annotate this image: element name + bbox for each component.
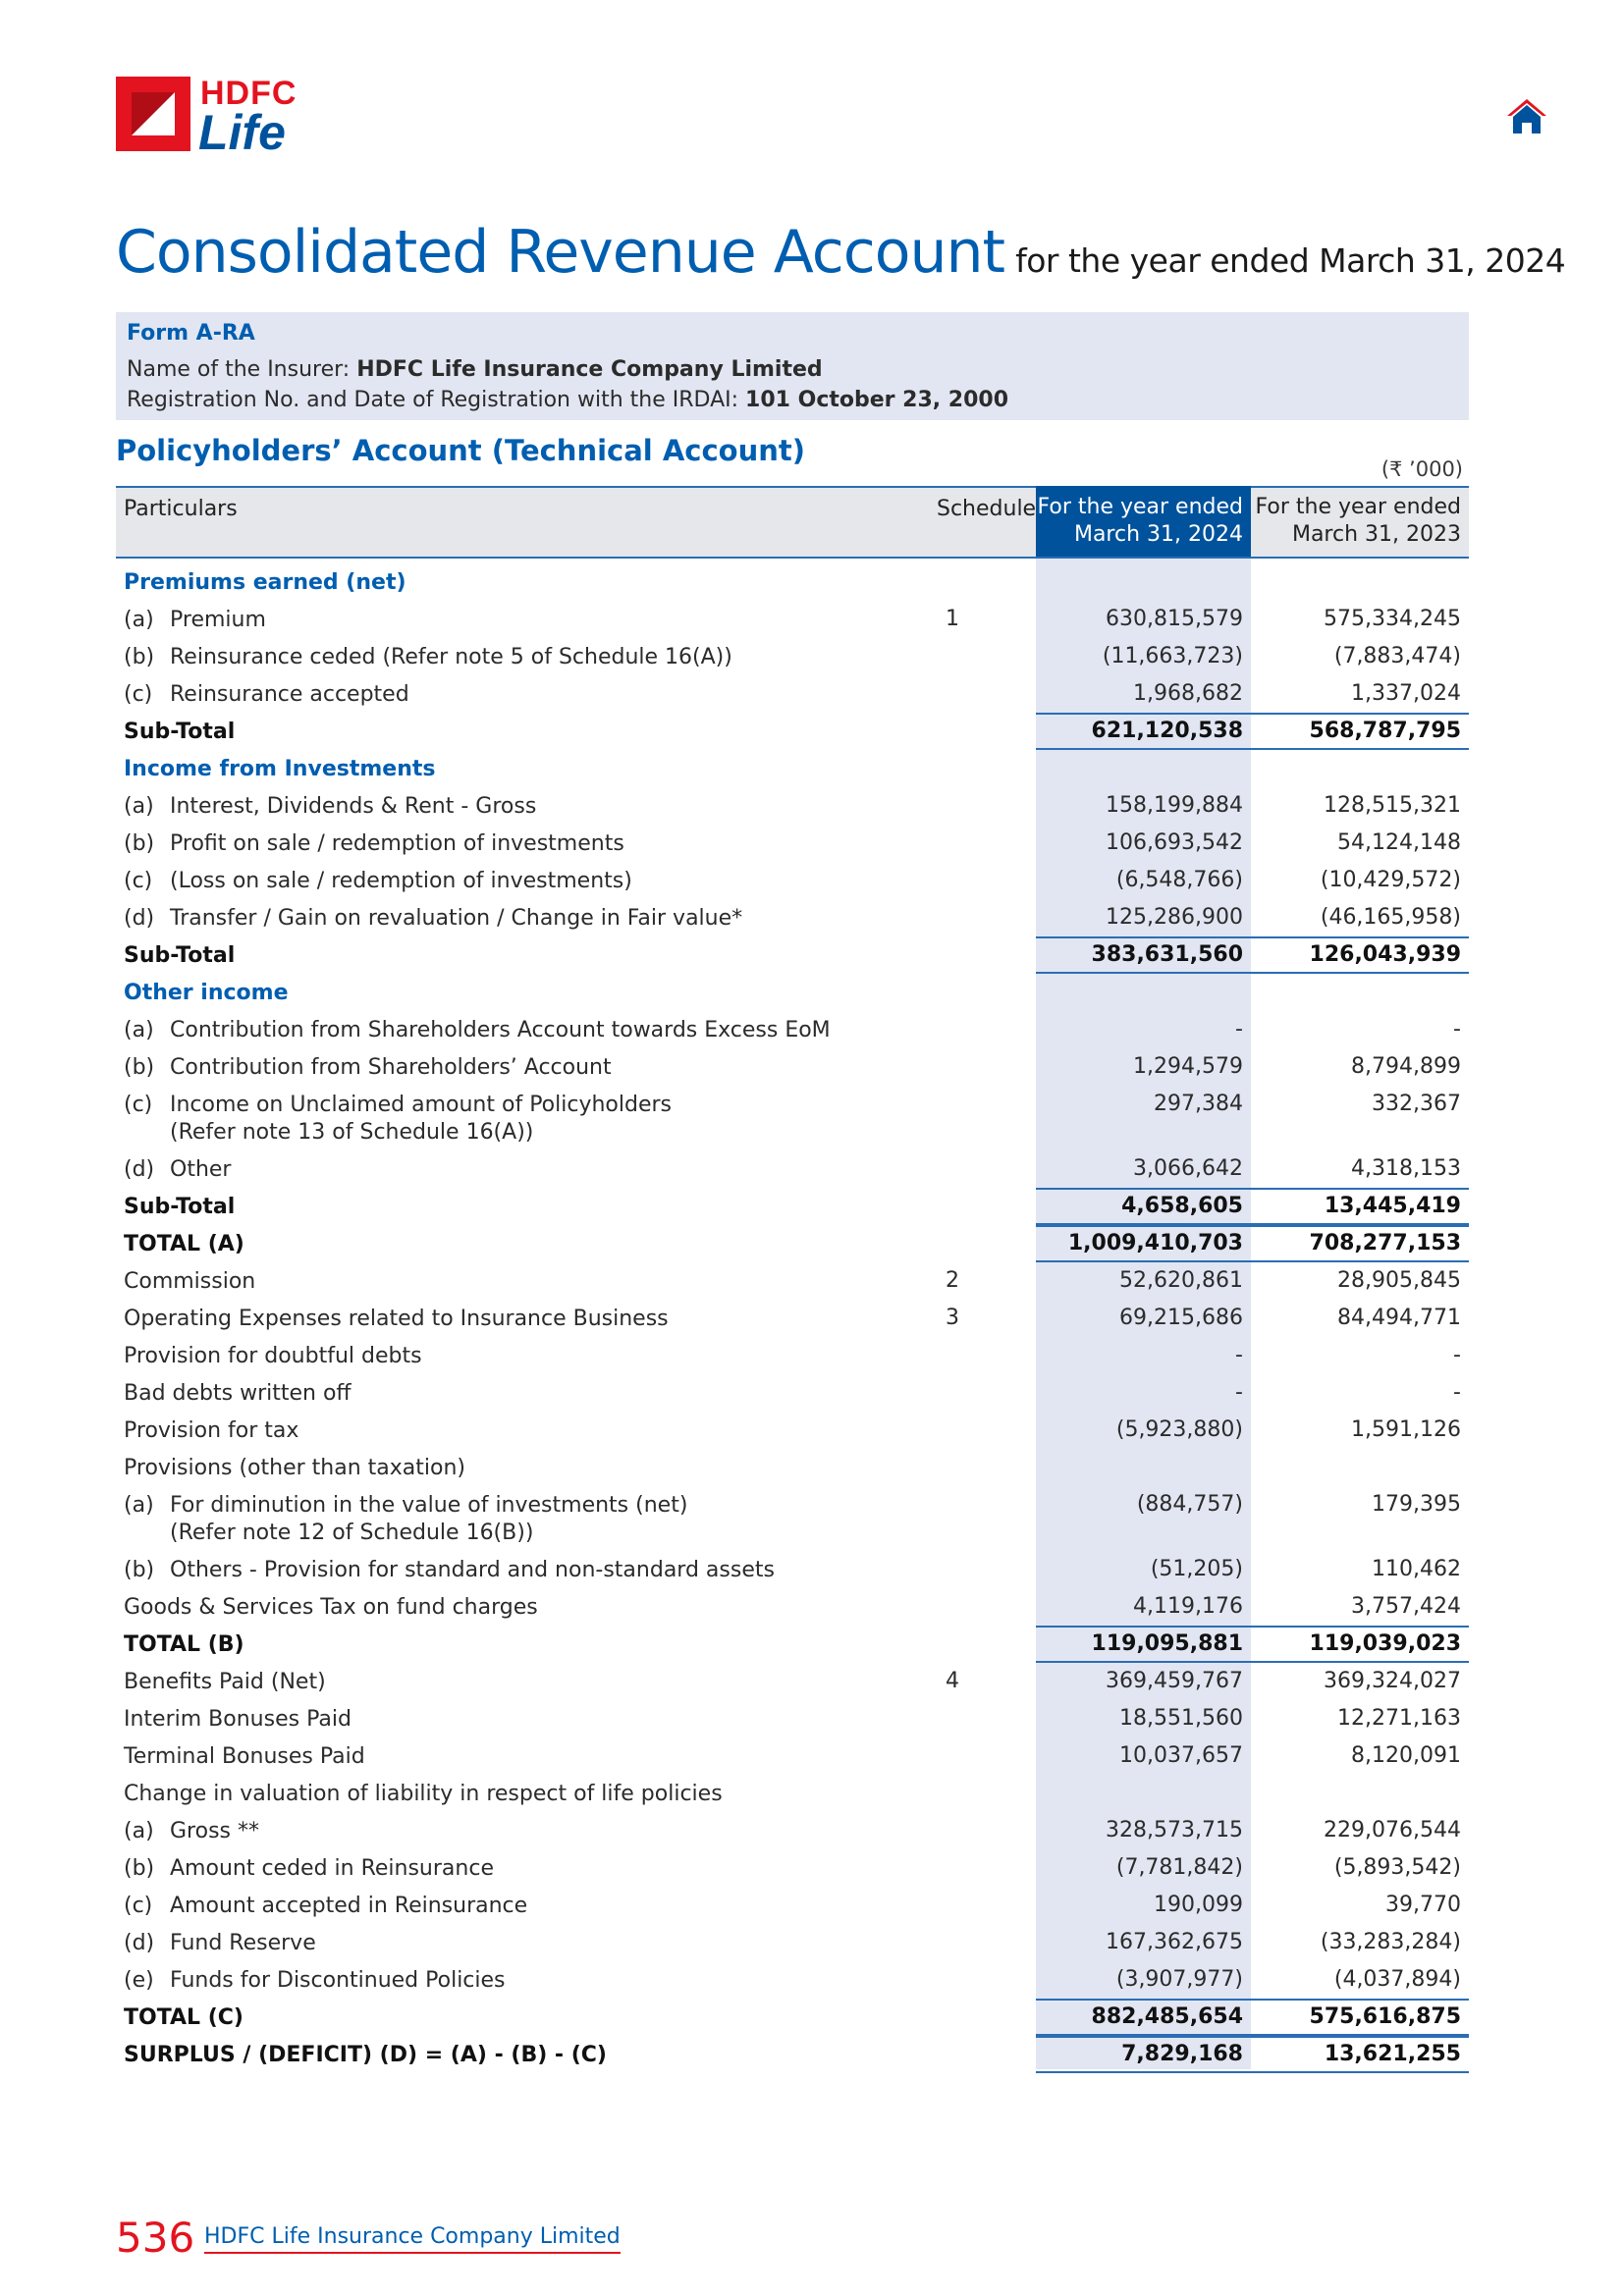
row-value-2023: - bbox=[1453, 1017, 1461, 1041]
row-letter: (c) bbox=[124, 1093, 153, 1117]
row-label bbox=[124, 793, 536, 821]
row-letter: (a) bbox=[124, 608, 154, 632]
row-label-text: TOTAL (B) bbox=[124, 1632, 244, 1657]
row-value-2023: - bbox=[1453, 1380, 1461, 1405]
form-code: Form A-RA bbox=[127, 321, 255, 346]
table-row bbox=[116, 1551, 1469, 1588]
row-label-text: Reinsurance accepted bbox=[170, 682, 409, 707]
row-label-continuation: (Refer note 13 of Schedule 16(A)) bbox=[170, 1120, 534, 1145]
registration-label: Registration No. and Date of Registration with the IRDAI: bbox=[127, 388, 746, 412]
footer-company-link[interactable]: HDFC Life Insurance Company Limited bbox=[204, 2224, 621, 2254]
registration-line bbox=[127, 388, 1008, 412]
logo-word-hdfc: HDFC bbox=[200, 75, 298, 112]
row-value-2023: 229,076,544 bbox=[1324, 1818, 1461, 1842]
row-letter: (c) bbox=[124, 682, 153, 707]
row-value-2024: 1,009,410,703 bbox=[1067, 1231, 1243, 1255]
row-label bbox=[124, 1092, 672, 1147]
row-value-2023: 84,494,771 bbox=[1337, 1306, 1461, 1330]
row-letter: (b) bbox=[124, 645, 155, 669]
table-row bbox=[116, 1775, 1469, 1812]
header-previous-year bbox=[1251, 494, 1461, 549]
row-value-2024: (3,907,977) bbox=[1115, 1967, 1243, 1992]
table-row bbox=[116, 1961, 1469, 1999]
row-label-text: Transfer / Gain on revaluation / Change in Fair value* bbox=[170, 906, 743, 931]
table-row bbox=[116, 1262, 1469, 1300]
row-value-2023: 575,616,875 bbox=[1309, 2004, 1461, 2029]
table-row bbox=[116, 787, 1469, 825]
row-value-2024: 383,631,560 bbox=[1091, 942, 1243, 967]
row-label bbox=[124, 980, 289, 1007]
table-row bbox=[116, 936, 1469, 974]
table-row bbox=[116, 1737, 1469, 1775]
row-label bbox=[124, 644, 732, 671]
table-header-rule bbox=[116, 557, 1469, 559]
row-label bbox=[124, 1706, 352, 1734]
row-label-text: Fund Reserve bbox=[170, 1931, 316, 1955]
row-value-2024: 167,362,675 bbox=[1106, 1930, 1243, 1954]
row-value-2024: 630,815,579 bbox=[1106, 607, 1243, 631]
row-label-text: Benefits Paid (Net) bbox=[124, 1670, 326, 1694]
row-label-text: For diminution in the value of investments (net) bbox=[170, 1493, 688, 1518]
table-row bbox=[116, 1924, 1469, 1961]
row-letter: (c) bbox=[124, 869, 153, 893]
row-label bbox=[124, 868, 632, 895]
row-value-2024: 18,551,560 bbox=[1119, 1706, 1243, 1731]
row-value-2023: (10,429,572) bbox=[1320, 868, 1461, 892]
row-label-text: Bad debts written off bbox=[124, 1381, 352, 1406]
row-label bbox=[124, 1194, 235, 1221]
row-value-2024: 3,066,642 bbox=[1133, 1156, 1243, 1181]
row-value-2023: 568,787,795 bbox=[1309, 719, 1461, 743]
row-label bbox=[124, 756, 435, 783]
row-label bbox=[124, 1492, 687, 1547]
table-row bbox=[116, 1048, 1469, 1086]
header-current-line2: March 31, 2024 bbox=[1073, 522, 1243, 547]
registration-value: 101 October 23, 2000 bbox=[745, 388, 1009, 412]
row-label bbox=[124, 1017, 831, 1044]
table-row bbox=[116, 1086, 1469, 1150]
row-value-2023: 12,271,163 bbox=[1337, 1706, 1461, 1731]
table-row bbox=[116, 1449, 1469, 1486]
header-previous-line2: March 31, 2023 bbox=[1291, 522, 1461, 547]
row-value-2024: (5,923,880) bbox=[1115, 1417, 1243, 1442]
row-label-text: Operating Expenses related to Insurance Business bbox=[124, 1307, 669, 1331]
table-row bbox=[116, 1887, 1469, 1924]
row-label bbox=[124, 1343, 422, 1370]
table-row bbox=[116, 1412, 1469, 1449]
row-value-2023: 1,337,024 bbox=[1351, 681, 1461, 706]
row-label bbox=[124, 1417, 298, 1445]
row-value-2023: 8,794,899 bbox=[1351, 1054, 1461, 1079]
row-label-text: Premiums earned (net) bbox=[124, 570, 406, 595]
row-value-2024: 52,620,861 bbox=[1119, 1268, 1243, 1293]
table-row bbox=[116, 862, 1469, 899]
row-label-text: TOTAL (A) bbox=[124, 1232, 244, 1256]
table-row bbox=[116, 1663, 1469, 1700]
row-label bbox=[124, 1268, 255, 1296]
row-schedule: 4 bbox=[946, 1669, 959, 1693]
row-value-2023: 39,770 bbox=[1385, 1893, 1461, 1917]
header-schedule: Schedule bbox=[937, 497, 1037, 521]
insurer-name-line bbox=[127, 357, 823, 382]
row-value-2023: (46,165,958) bbox=[1320, 905, 1461, 930]
table-row bbox=[116, 1300, 1469, 1337]
row-label-text: Interest, Dividends & Rent - Gross bbox=[170, 794, 537, 819]
row-label-text: Income from Investments bbox=[124, 757, 436, 781]
row-value-2023: 8,120,091 bbox=[1351, 1743, 1461, 1768]
row-value-2023: 13,445,419 bbox=[1324, 1194, 1461, 1218]
table-row bbox=[116, 1486, 1469, 1551]
row-value-2023: 179,395 bbox=[1372, 1492, 1461, 1517]
row-label bbox=[124, 1967, 506, 1995]
row-letter: (a) bbox=[124, 1018, 154, 1042]
row-value-2024: (7,781,842) bbox=[1115, 1855, 1243, 1880]
row-label bbox=[124, 1855, 494, 1883]
row-label bbox=[124, 607, 266, 634]
table-row bbox=[116, 1812, 1469, 1849]
table-row bbox=[116, 1588, 1469, 1626]
row-value-2023: 119,039,023 bbox=[1309, 1631, 1461, 1656]
table-section-heading bbox=[116, 750, 1469, 787]
row-value-2024: 7,829,168 bbox=[1121, 2042, 1243, 2066]
row-label bbox=[124, 830, 624, 858]
row-letter: (e) bbox=[124, 1968, 154, 1993]
row-label-continuation: (Refer note 12 of Schedule 16(B)) bbox=[170, 1521, 534, 1545]
row-value-2024: (11,663,723) bbox=[1102, 644, 1243, 668]
row-label bbox=[124, 1380, 352, 1408]
table-row bbox=[116, 825, 1469, 862]
row-label bbox=[124, 1594, 538, 1622]
row-label-text: Change in valuation of liability in respect of life policies bbox=[124, 1782, 723, 1806]
row-schedule: 2 bbox=[946, 1268, 959, 1293]
row-value-2024: 621,120,538 bbox=[1091, 719, 1243, 743]
table-row bbox=[116, 638, 1469, 675]
row-value-2023: 54,124,148 bbox=[1337, 830, 1461, 855]
table-row bbox=[116, 1374, 1469, 1412]
table-row bbox=[116, 713, 1469, 750]
row-label bbox=[124, 719, 235, 746]
row-label bbox=[124, 681, 409, 709]
row-label bbox=[124, 1743, 365, 1771]
row-label-text: Provision for tax bbox=[124, 1418, 299, 1443]
row-label bbox=[124, 1054, 612, 1082]
row-value-2023: (4,037,894) bbox=[1333, 1967, 1461, 1992]
header-previous-line1: For the year ended bbox=[1255, 495, 1461, 519]
row-value-2023: 13,621,255 bbox=[1324, 2042, 1461, 2066]
row-label bbox=[124, 2004, 244, 2032]
row-value-2023: 128,515,321 bbox=[1324, 793, 1461, 818]
row-value-2024: 10,037,657 bbox=[1119, 1743, 1243, 1768]
table-section-heading bbox=[116, 974, 1469, 1011]
row-label-text: (Loss on sale / redemption of investments) bbox=[170, 869, 632, 893]
header-current-line1: For the year ended bbox=[1037, 495, 1243, 519]
row-label bbox=[124, 569, 406, 597]
row-label bbox=[124, 1781, 723, 1808]
row-value-2024: 328,573,715 bbox=[1106, 1818, 1243, 1842]
table-section-heading bbox=[116, 563, 1469, 601]
insurer-name: HDFC Life Insurance Company Limited bbox=[356, 357, 823, 382]
row-value-2024: (51,205) bbox=[1150, 1557, 1243, 1581]
row-label-text: Profit on sale / redemption of investments bbox=[170, 831, 624, 856]
row-value-2023: 332,367 bbox=[1372, 1092, 1461, 1116]
row-label bbox=[124, 1231, 244, 1258]
row-label-text: Contribution from Shareholders’ Account bbox=[170, 1055, 612, 1080]
section-title: Policyholders’ Account (Technical Account) bbox=[116, 434, 805, 467]
row-label bbox=[124, 1455, 465, 1482]
table-row bbox=[116, 1337, 1469, 1374]
row-letter: (b) bbox=[124, 1558, 155, 1582]
row-value-2023: (5,893,542) bbox=[1333, 1855, 1461, 1880]
table-row bbox=[116, 1999, 1469, 2036]
table-row bbox=[116, 1849, 1469, 1887]
row-value-2023: (33,283,284) bbox=[1320, 1930, 1461, 1954]
row-label-text: Funds for Discontinued Policies bbox=[170, 1968, 506, 1993]
row-value-2023: 1,591,126 bbox=[1351, 1417, 1461, 1442]
row-letter: (a) bbox=[124, 794, 154, 819]
row-letter: (d) bbox=[124, 1931, 155, 1955]
row-value-2024: - bbox=[1235, 1380, 1243, 1405]
row-value-2024: 119,095,881 bbox=[1091, 1631, 1243, 1656]
row-value-2023: 110,462 bbox=[1372, 1557, 1461, 1581]
row-label bbox=[124, 1893, 527, 1920]
row-value-2024: - bbox=[1235, 1343, 1243, 1367]
row-letter: (d) bbox=[124, 1157, 155, 1182]
row-label bbox=[124, 1156, 231, 1184]
row-value-2023: 4,318,153 bbox=[1351, 1156, 1461, 1181]
row-label-text: Other income bbox=[124, 981, 289, 1005]
row-label bbox=[124, 1669, 326, 1696]
row-label-text: SURPLUS / (DEFICIT) (D) = (A) - (B) - (C) bbox=[124, 2043, 607, 2067]
page-title bbox=[116, 218, 1565, 287]
row-value-2024: 158,199,884 bbox=[1106, 793, 1243, 818]
row-value-2024: 1,294,579 bbox=[1133, 1054, 1243, 1079]
row-value-2024: 125,286,900 bbox=[1106, 905, 1243, 930]
row-value-2023: 369,324,027 bbox=[1324, 1669, 1461, 1693]
row-value-2023: (7,883,474) bbox=[1333, 644, 1461, 668]
row-label bbox=[124, 1631, 244, 1659]
row-label-text: Other bbox=[170, 1157, 232, 1182]
row-label bbox=[124, 1930, 316, 1957]
page-number: 536 bbox=[116, 2214, 195, 2262]
row-value-2024: (884,757) bbox=[1136, 1492, 1243, 1517]
row-value-2024: 369,459,767 bbox=[1106, 1669, 1243, 1693]
row-label-text: Interim Bonuses Paid bbox=[124, 1707, 352, 1732]
home-icon[interactable] bbox=[1505, 96, 1548, 135]
row-label-text: Reinsurance ceded (Refer note 5 of Schedule 16(A)) bbox=[170, 645, 732, 669]
row-label bbox=[124, 2042, 607, 2069]
row-schedule: 3 bbox=[946, 1306, 959, 1330]
page-title-period: for the year ended March 31, 2024 bbox=[1015, 241, 1566, 280]
row-value-2024: - bbox=[1235, 1017, 1243, 1041]
row-value-2023: 28,905,845 bbox=[1337, 1268, 1461, 1293]
row-label-text: Sub-Total bbox=[124, 1195, 236, 1219]
row-letter: (b) bbox=[124, 1856, 155, 1881]
row-label-text: Premium bbox=[170, 608, 266, 632]
table-row bbox=[116, 1700, 1469, 1737]
table-row bbox=[116, 601, 1469, 638]
row-value-2024: 1,968,682 bbox=[1133, 681, 1243, 706]
row-label-text: Gross ** bbox=[170, 1819, 259, 1843]
row-value-2023: - bbox=[1453, 1343, 1461, 1367]
row-value-2024: 4,658,605 bbox=[1121, 1194, 1243, 1218]
row-value-2024: 69,215,686 bbox=[1119, 1306, 1243, 1330]
row-label bbox=[124, 1557, 775, 1584]
row-value-2024: 190,099 bbox=[1154, 1893, 1243, 1917]
row-label-text: Sub-Total bbox=[124, 720, 236, 744]
row-letter: (a) bbox=[124, 1819, 154, 1843]
row-value-2023: 575,334,245 bbox=[1324, 607, 1461, 631]
header-particulars: Particulars bbox=[124, 497, 238, 521]
row-label-text: Sub-Total bbox=[124, 943, 236, 968]
row-value-2024: 106,693,542 bbox=[1106, 830, 1243, 855]
row-value-2024: (6,548,766) bbox=[1115, 868, 1243, 892]
row-value-2024: 882,485,654 bbox=[1091, 2004, 1243, 2029]
row-value-2023: 126,043,939 bbox=[1309, 942, 1461, 967]
table-row bbox=[116, 899, 1469, 936]
logo-mark-icon bbox=[116, 77, 190, 151]
currency-unit: (₹ ’000) bbox=[1380, 457, 1463, 481]
table-row bbox=[116, 1150, 1469, 1188]
row-value-2023: 708,277,153 bbox=[1309, 1231, 1461, 1255]
table-row bbox=[116, 1225, 1469, 1262]
row-value-2024: 4,119,176 bbox=[1133, 1594, 1243, 1619]
row-label bbox=[124, 905, 742, 933]
row-label-text: Income on Unclaimed amount of Policyholders bbox=[170, 1093, 672, 1117]
row-letter: (d) bbox=[124, 906, 155, 931]
row-label-text: Goods & Services Tax on fund charges bbox=[124, 1595, 538, 1620]
form-info-box bbox=[116, 312, 1469, 420]
row-label bbox=[124, 1306, 669, 1333]
row-letter: (c) bbox=[124, 1894, 153, 1918]
row-letter: (b) bbox=[124, 831, 155, 856]
row-label-text: Provision for doubtful debts bbox=[124, 1344, 422, 1368]
header-current-year bbox=[1036, 494, 1243, 549]
row-label-text: Amount ceded in Reinsurance bbox=[170, 1856, 494, 1881]
table-row bbox=[116, 675, 1469, 713]
table-row bbox=[116, 1011, 1469, 1048]
row-label-text: Terminal Bonuses Paid bbox=[124, 1744, 365, 1769]
table-row bbox=[116, 1188, 1469, 1225]
row-label-text: Contribution from Shareholders Account towards Excess EoM bbox=[170, 1018, 831, 1042]
table-row bbox=[116, 1626, 1469, 1663]
row-label-text: TOTAL (C) bbox=[124, 2005, 244, 2030]
row-value-2024: 297,384 bbox=[1154, 1092, 1243, 1116]
table-row bbox=[116, 2036, 1469, 2073]
row-label bbox=[124, 1818, 259, 1845]
row-value-2023: 3,757,424 bbox=[1351, 1594, 1461, 1619]
table-header-band bbox=[116, 486, 1036, 559]
row-letter: (b) bbox=[124, 1055, 155, 1080]
row-label-text: Commission bbox=[124, 1269, 256, 1294]
row-label-text: Others - Provision for standard and non-standard assets bbox=[170, 1558, 775, 1582]
page-title-main: Consolidated Revenue Account bbox=[116, 218, 1005, 287]
row-schedule: 1 bbox=[946, 607, 959, 631]
row-label-text: Provisions (other than taxation) bbox=[124, 1456, 465, 1480]
row-label-text: Amount accepted in Reinsurance bbox=[170, 1894, 528, 1918]
row-letter: (a) bbox=[124, 1493, 154, 1518]
row-label bbox=[124, 942, 235, 970]
logo-word-life: Life bbox=[198, 105, 286, 160]
insurer-label: Name of the Insurer: bbox=[127, 357, 357, 382]
hdfc-life-logo bbox=[116, 75, 302, 160]
